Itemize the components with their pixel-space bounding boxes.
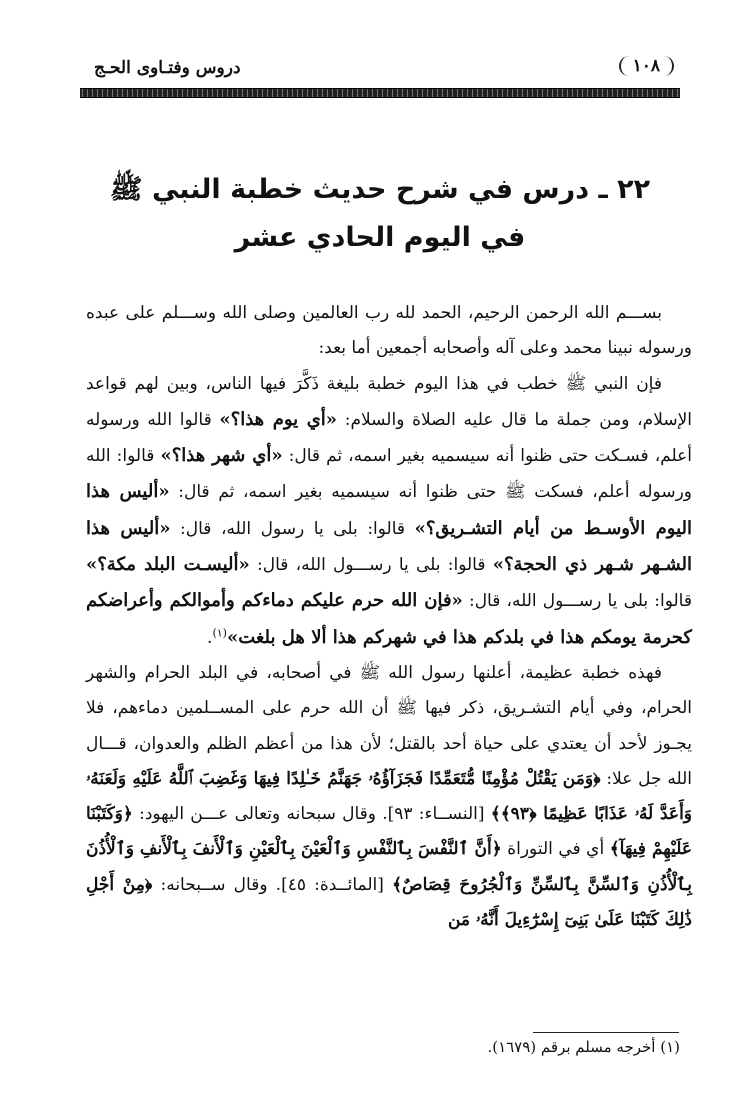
hadith-quote: «أي شهر هذا؟»	[160, 445, 283, 467]
header-divider	[80, 88, 680, 98]
hadith-quote: «أليس هذا الشـهر شـهر ذي الحجة؟»	[86, 517, 692, 576]
footnote-divider	[533, 1032, 679, 1033]
footnote-marker: (١)	[212, 626, 227, 640]
hadith-quote: «فإن الله حرم عليكم دماءكم وأموالكم وأعراضكم كحرمة يومكم هذا في بلدكم هذا في شهركم هذا ألا هل بلغت»	[86, 590, 692, 648]
paragraph-commentary: فهذه خطبة عظيمة، أعلنها رسول الله ﷺ في أصحابه، في البلد الحرام والشهر الحرام، وفي أيام التشـريق، ذكر فيها ﷺ أن الله حرم على المســلمين دماءهم، فلا يجـوز لأحد أن يعتدي على حياة أحد بالقتل؛ لأن هذا من أعظم الظلم والعدوان، قـــال الله جل علا: ﴿وَمَن يَقْتُلْ مُؤْمِنًا مُّتَعَمِّدًا فَجَزَآؤُهُۥ جَهَنَّمُ خَـٰلِدًا فِيهَا وَغَضِبَ ٱللَّهُ عَلَيْهِ وَلَعَنَهُۥ وَأَعَدَّ لَهُۥ عَذَابًا عَظِيمًا ﴿٩٣﴾﴾ [النســاء: ٩٣]. وقال سبحانه وتعالى عـــن اليهود: ﴿وَكَتَبْنَا عَلَيْهِمْ فِيهَآ﴾ أي في التوراة ﴿أَنَّ ٱلنَّفْسَ بِٱلنَّفْسِ وَٱلْعَيْنَ بِٱلْعَيْنِ وَٱلْأَنفَ بِٱلْأَنفِ وَٱلْأُذُنَ بِٱلْأُذُنِ وَٱلسِّنَّ بِٱلسِّنِّ وَٱلْجُرُوحَ قِصَاصٌ﴾ [المائــدة: ٤٥]. وقال ســبحانه: ﴿مِنْ أَجْلِ ذَٰلِكَ كَتَبْنَا عَلَىٰ بَنِىٓ إِسْرَٰٓءِيلَ أَنَّهُۥ مَن	[86, 662, 693, 931]
paragraph-opening: بســـم الله الرحمن الرحيم، الحمد لله رب العالمين وصلى الله وســـلم على عبده ورسوله نبينا محمد وعلى آله وأصحابه أجمعين أما بعد:	[86, 303, 692, 359]
lesson-title: ٢٢ ـ درس في شرح حديث خطبة النبي ﷺ	[109, 174, 651, 205]
paragraph-hadith: فإن النبي ﷺ خطب في هذا اليوم خطبة بليغة ذَكَّرَ فيها الناس، وبين لهم قواعد الإسلام، ومن جملة ما قال عليه الصلاة والسلام: «أي يوم هذا؟» قالوا الله ورسوله أعلم، فسـكت حتى ظنوا أنه سيسميه بغير اسمه، ثم قال: «أي شهر هذا؟» قالوا: الله ورسوله أعلم، فسكت ﷺ حتى ظنوا أنه سيسميه بغير اسمه، ثم قال: «أليس هذا اليوم الأوسـط من أيام التشـريق؟» قالوا: بلى يا رسول الله، قال: «أليس هذا الشـهر شـهر ذي الحجة؟» قالوا: بلى يا رســـول الله، قال: «أليسـت البلد مكة؟» قالوا: بلى يا رســـول الله، قال: «فإن الله حرم عليكم دماءكم وأموالكم وأعراضكم كحرمة يومكم هذا في بلدكم هذا في شهركم هذا ألا هل بلغت»$^{(١)}$.	[86, 373, 693, 648]
hadith-quote: «أي يوم هذا؟»	[219, 408, 338, 430]
quran-verse: ﴿مِنْ أَجْلِ ذَٰلِكَ كَتَبْنَا عَلَىٰ بَنِىٓ إِسْرَٰٓءِيلَ أَنَّهُۥ مَن	[86, 874, 692, 931]
quran-verse: ﴿أَنَّ ٱلنَّفْسَ بِٱلنَّفْسِ وَٱلْعَيْنَ بِٱلْعَيْنِ وَٱلْأَنفَ بِٱلْأَنفِ وَٱلْأُذُنَ بِٱلْأُذُنِ وَٱلسِّنَّ بِٱلسِّنِّ وَٱلْجُرُوحَ قِصَاصٌ﴾	[86, 839, 692, 895]
hadith-quote: «أليسـت البلد مكة؟»	[86, 554, 250, 576]
lesson-subtitle: في اليوم الحادي عشر	[234, 222, 526, 253]
quran-verse: ﴿وَكَتَبْنَا عَلَيْهِمْ فِيهَآ﴾	[86, 804, 693, 860]
book-title: دروس وفتـاوى الحـج	[94, 58, 241, 78]
page-number: ١٠٨	[619, 56, 674, 76]
footnote: (١) أخرجه مسلم برقم (١٦٧٩).	[487, 1038, 680, 1056]
quran-verse: ﴿وَمَن يَقْتُلْ مُؤْمِنًا مُّتَعَمِّدًا فَجَزَآؤُهُۥ جَهَنَّمُ خَـٰلِدًا فِيهَا وَغَضِبَ ٱللَّهُ عَلَيْهِ وَلَعَنَهُۥ وَأَعَدَّ لَهُۥ عَذَابًا عَظِيمًا ﴿٩٣﴾﴾	[86, 768, 692, 825]
body-text	[86, 296, 692, 938]
hadith-quote: «أليس هذا اليوم الأوسـط من أيام التشـريق؟»	[86, 481, 693, 539]
